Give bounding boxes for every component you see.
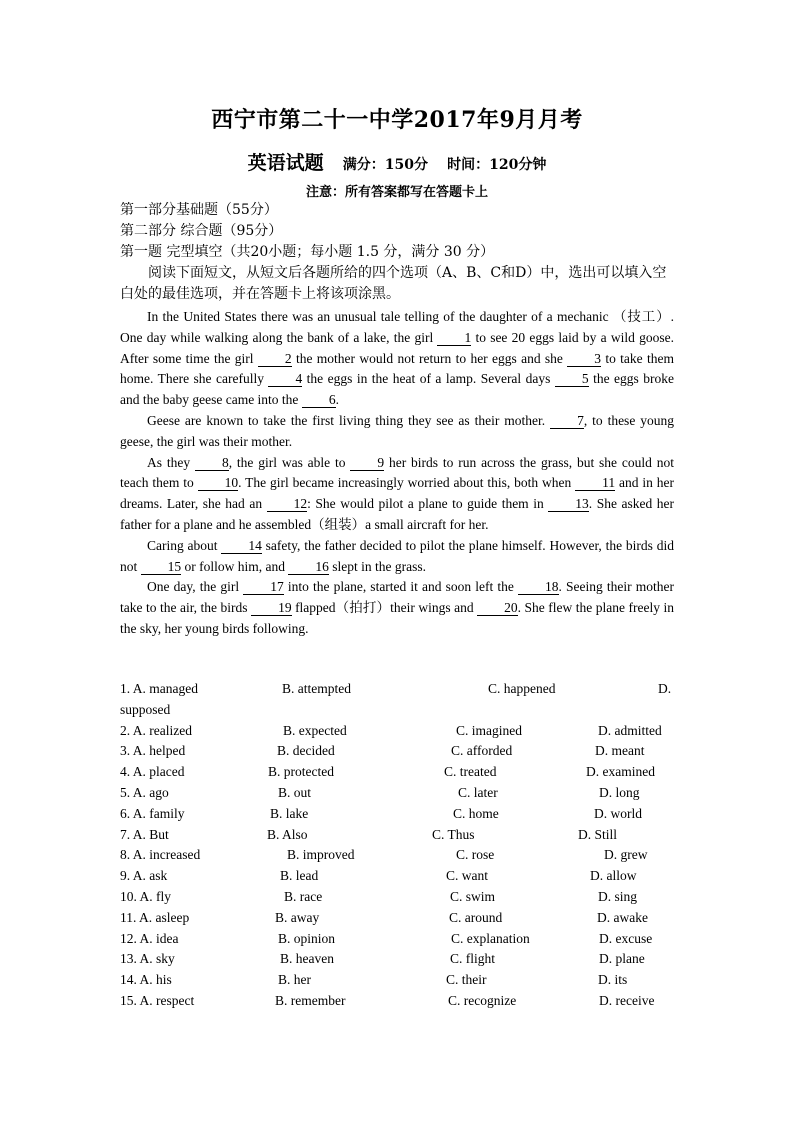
option-b: B. lake bbox=[270, 805, 309, 821]
full-score: 满分：150分 bbox=[342, 157, 428, 173]
option-d: D. receive bbox=[599, 992, 655, 1008]
option-d: D. meant bbox=[595, 743, 645, 759]
option-row-11 bbox=[120, 908, 674, 929]
option-d: D. grew bbox=[604, 847, 648, 863]
option-a: 6. A. family bbox=[120, 805, 185, 821]
option-d: D. long bbox=[599, 784, 640, 800]
cloze-passage bbox=[120, 307, 674, 640]
option-d: D. bbox=[658, 681, 672, 696]
option-row-2 bbox=[120, 721, 674, 742]
option-b: B. improved bbox=[287, 847, 355, 863]
option-c: C. home bbox=[453, 805, 499, 821]
blank-1: 1 bbox=[437, 331, 471, 346]
option-a: 4. A. placed bbox=[120, 764, 185, 780]
text: flapped（拍打）their wings and bbox=[291, 600, 478, 616]
option-b: B. Also bbox=[267, 826, 308, 842]
text: and in her dreams. Later, she had an bbox=[120, 475, 674, 512]
blank-2: 2 bbox=[258, 352, 292, 367]
option-row-14 bbox=[120, 970, 674, 991]
option-b: B. protected bbox=[268, 764, 334, 780]
text: the eggs in the heat of a lamp. Several days bbox=[302, 371, 555, 387]
text: : She would pilot a plane to guide them in bbox=[307, 496, 549, 512]
text: . Seeing their mother take to the air, the birds bbox=[120, 579, 674, 616]
option-b: B. attempted bbox=[282, 681, 351, 696]
text: . She asked her father for a plane and he assembled（组装）a small aircraft for her. bbox=[120, 496, 675, 532]
text: . bbox=[335, 392, 339, 408]
option-d: D. world bbox=[594, 805, 642, 821]
option-b: B. race bbox=[284, 888, 323, 904]
option-c: C. later bbox=[458, 784, 498, 800]
passage-paragraph-4 bbox=[120, 536, 674, 578]
option-row-6 bbox=[120, 804, 674, 825]
part1-heading: 第一部分基础题（55分） bbox=[120, 202, 278, 218]
option-row-4 bbox=[120, 762, 674, 783]
blank-6: 6 bbox=[302, 393, 336, 408]
text: , the girl was able to bbox=[228, 454, 351, 470]
text: into the plane, started it and soon left the bbox=[283, 579, 519, 595]
option-d: D. Still bbox=[578, 826, 618, 842]
question1-heading: 第一题 完型填空（共20小题；每小题 1.5 分，满分 30 分） bbox=[120, 244, 495, 260]
blank-13: 13 bbox=[548, 497, 589, 512]
option-row-13 bbox=[120, 949, 674, 970]
option-row-9 bbox=[120, 866, 674, 887]
option-a: 10. A. fly bbox=[120, 888, 172, 904]
option-c: C. flight bbox=[450, 951, 496, 967]
text: , to these young geese, the girl was their mother. bbox=[120, 412, 674, 449]
blank-12: 12 bbox=[267, 497, 308, 512]
option-b: B. remember bbox=[275, 992, 346, 1008]
option-b: B. lead bbox=[280, 868, 319, 884]
exam-time: 时间：120分钟 bbox=[447, 157, 547, 173]
exam-notice: 注意：所有答案都写在答题卡上 bbox=[305, 185, 488, 200]
option-a: 13. A. sky bbox=[120, 951, 175, 967]
option-c: C. want bbox=[446, 868, 488, 884]
blank-19: 19 bbox=[251, 601, 292, 616]
option-c: C. rose bbox=[456, 847, 495, 863]
option-d-wrap: supposed bbox=[120, 701, 171, 717]
text: As they bbox=[147, 454, 195, 470]
option-a: 3. A. helped bbox=[120, 743, 186, 759]
blank-15: 15 bbox=[141, 560, 182, 575]
option-d: D. its bbox=[598, 972, 628, 988]
blank-4: 4 bbox=[268, 372, 302, 387]
blank-3: 3 bbox=[567, 352, 601, 367]
passage-paragraph-5 bbox=[120, 577, 674, 639]
blank-17: 17 bbox=[243, 580, 284, 595]
option-d: D. excuse bbox=[599, 930, 653, 946]
option-row-15 bbox=[120, 991, 674, 1012]
blank-14: 14 bbox=[221, 539, 262, 554]
option-a: 12. A. idea bbox=[120, 930, 179, 946]
option-a: 14. A. his bbox=[120, 972, 172, 988]
option-row-1 bbox=[120, 679, 674, 721]
exam-body bbox=[120, 200, 674, 640]
blank-10: 10 bbox=[198, 476, 239, 491]
option-c: C. happened bbox=[488, 681, 556, 696]
text: Caring about bbox=[147, 537, 222, 553]
option-d: D. examined bbox=[586, 764, 655, 780]
part2-heading: 第二部分 综合题（95分） bbox=[120, 223, 283, 239]
passage-paragraph-1 bbox=[120, 307, 674, 411]
option-c: C. Thus bbox=[432, 826, 475, 842]
blank-16: 16 bbox=[288, 560, 329, 575]
exam-title: 西宁市第二十一中学2017年9月月考 bbox=[211, 107, 583, 133]
option-b: B. opinion bbox=[278, 930, 336, 946]
text: In the United States there was an unusual tale telling of the daughter of a mechanic （技工）. One day while walking along the bank of a lake, the girl bbox=[120, 309, 674, 345]
text: the mother would not return to her eggs and she bbox=[291, 350, 568, 366]
option-a: 5. A. ago bbox=[120, 784, 169, 800]
option-c: C. imagined bbox=[456, 722, 522, 738]
option-d: D. allow bbox=[590, 868, 637, 884]
option-b: B. her bbox=[278, 972, 311, 988]
option-row-3 bbox=[120, 741, 674, 762]
option-a: 9. A. ask bbox=[120, 868, 168, 884]
option-d: D. awake bbox=[597, 909, 648, 925]
instruction: 阅读下面短文，从短文后各题所给的四个选项（A、B、C和D）中，选出可以填入空白处的最佳选项，并在答题卡上将该项涂黑。 bbox=[120, 265, 667, 302]
text: to take them home. There she carefully bbox=[120, 350, 674, 387]
option-b: B. decided bbox=[277, 743, 335, 759]
text: to see 20 eggs laid by a wild goose. After some time the girl bbox=[120, 329, 674, 366]
option-a: 1. A. managed bbox=[120, 681, 198, 696]
text: slept in the grass. bbox=[328, 558, 427, 574]
text: . She flew the plane freely in the sky, her young birds following. bbox=[120, 600, 674, 636]
option-c: C. swim bbox=[450, 888, 496, 904]
blank-18: 18 bbox=[518, 580, 559, 595]
option-c: C. treated bbox=[444, 764, 497, 780]
passage-paragraph-3 bbox=[120, 453, 674, 536]
option-a: 11. A. asleep bbox=[120, 909, 190, 925]
option-b: B. expected bbox=[283, 722, 347, 738]
text: or follow him, and bbox=[181, 558, 289, 574]
blank-7: 7 bbox=[550, 414, 584, 429]
blank-11: 11 bbox=[575, 476, 615, 491]
text: the eggs broke and the baby geese came into the bbox=[120, 371, 674, 408]
option-d: D. admitted bbox=[598, 722, 662, 738]
blank-9: 9 bbox=[350, 456, 384, 471]
answer-options bbox=[120, 679, 674, 1012]
text: . The girl became increasingly worried about this, both when bbox=[238, 475, 576, 491]
option-row-12 bbox=[120, 929, 674, 950]
option-b: B. heaven bbox=[280, 951, 334, 967]
option-row-5 bbox=[120, 783, 674, 804]
option-row-10 bbox=[120, 887, 674, 908]
option-a: 15. A. respect bbox=[120, 992, 195, 1008]
option-a: 8. A. increased bbox=[120, 847, 201, 863]
blank-5: 5 bbox=[555, 372, 589, 387]
option-c: C. afforded bbox=[451, 743, 513, 759]
text: her birds to run across the grass, but she could not teach them to bbox=[120, 454, 674, 491]
option-c: C. recognize bbox=[448, 992, 517, 1008]
subject-label: 英语试题 bbox=[247, 152, 324, 174]
option-a: 7. A. But bbox=[120, 826, 169, 842]
blank-8: 8 bbox=[195, 456, 229, 471]
blank-20: 20 bbox=[477, 601, 518, 616]
option-b: B. out bbox=[278, 784, 312, 800]
option-row-7 bbox=[120, 825, 674, 846]
option-a: 2. A. realized bbox=[120, 722, 192, 738]
option-c: C. their bbox=[446, 972, 487, 988]
text: safety, the father decided to pilot the plane himself. However, the birds did not bbox=[120, 537, 674, 574]
option-row-8 bbox=[120, 845, 674, 866]
exam-subtitle bbox=[120, 148, 674, 175]
option-c: C. around bbox=[449, 909, 503, 925]
text: One day, the girl bbox=[147, 579, 244, 595]
option-d: D. sing bbox=[598, 888, 638, 904]
option-b: B. away bbox=[275, 909, 320, 925]
option-c: C. explanation bbox=[451, 930, 530, 946]
passage-paragraph-2 bbox=[120, 411, 674, 453]
text: Geese are known to take the first living thing they see as their mother. bbox=[147, 412, 551, 428]
option-d: D. plane bbox=[599, 951, 645, 967]
